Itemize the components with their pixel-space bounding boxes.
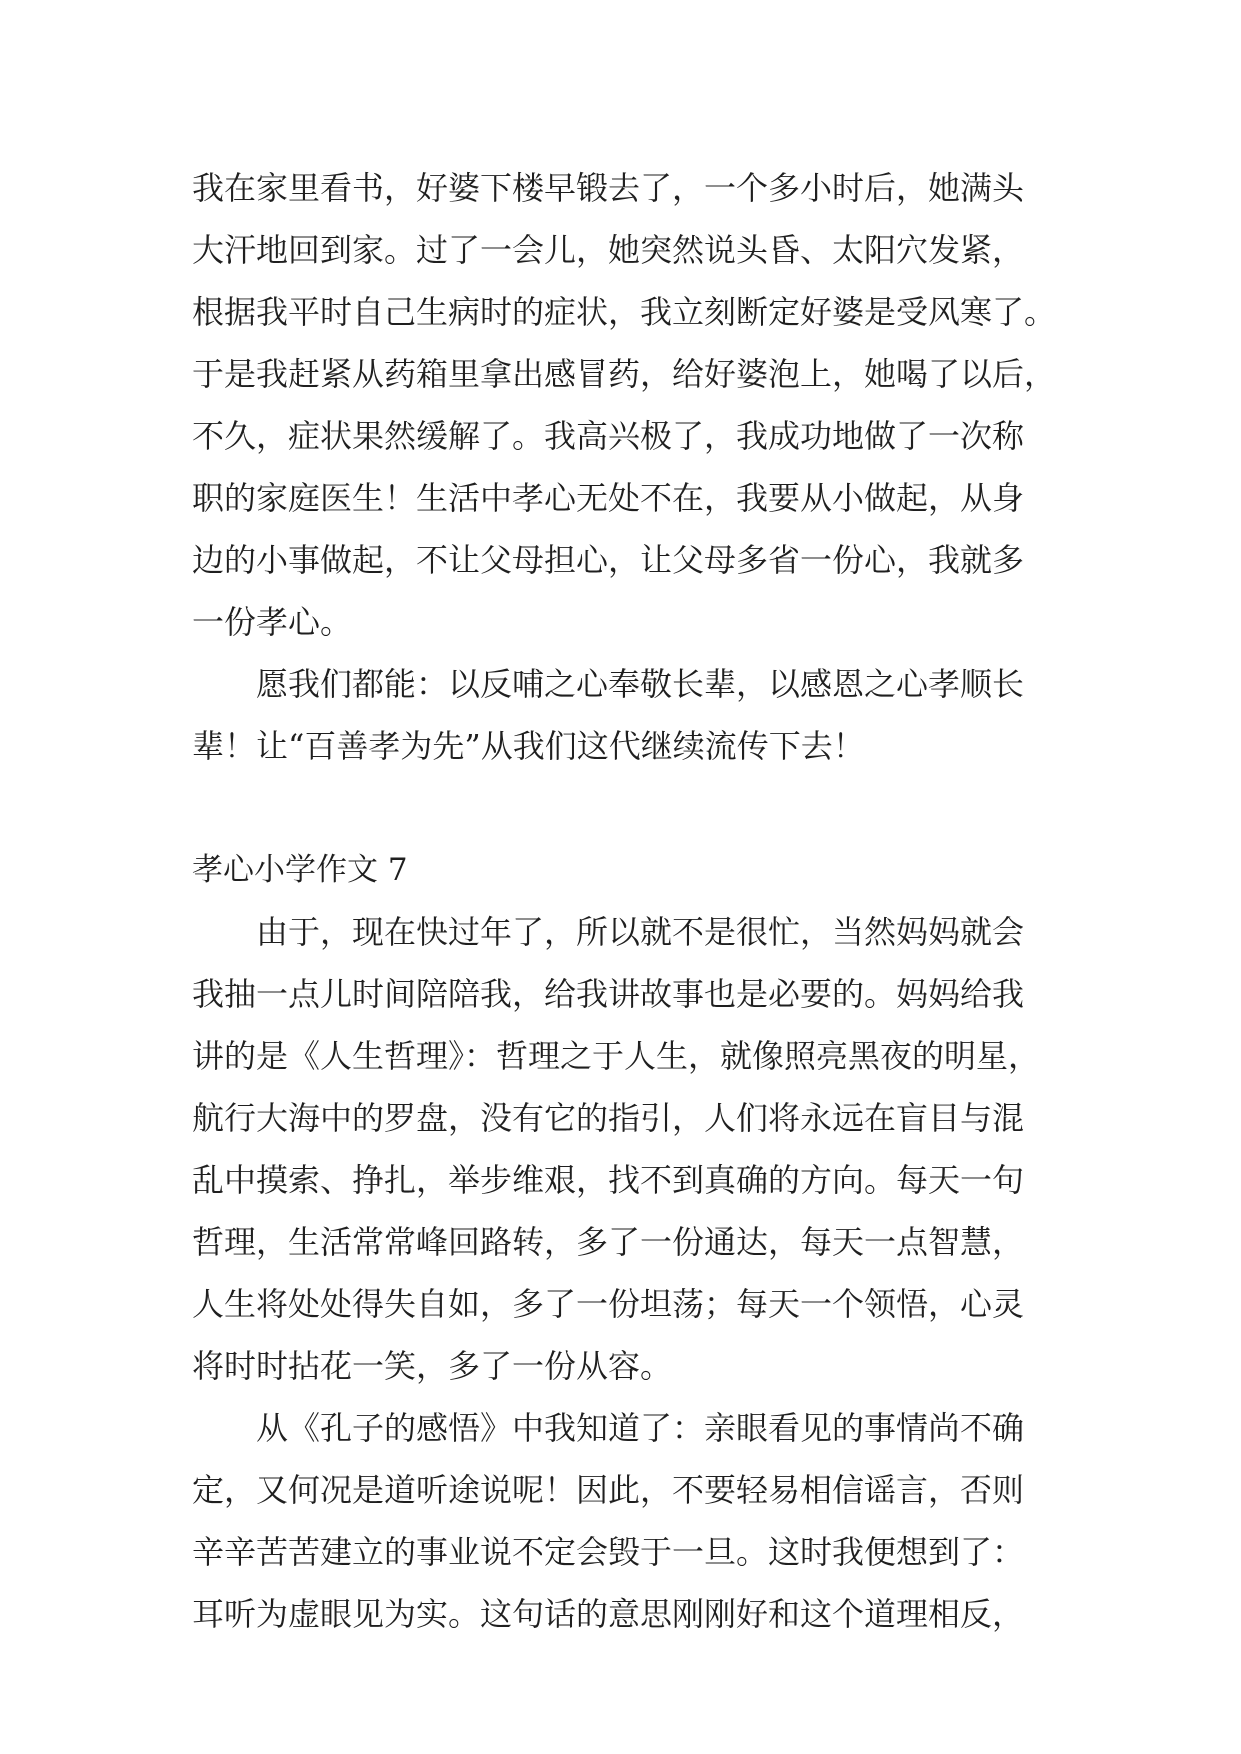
text-line: 辈！让“百善孝为先”从我们这代继续流传下去！ <box>192 727 865 765</box>
text-line: 从《孔子的感悟》中我知道了：亲眼看见的事情尚不确 <box>256 1409 1025 1447</box>
section-title: 孝心小学作文 7 <box>192 852 408 888</box>
text-line: 于是我赶紧从药箱里拿出感冒药，给好婆泡上，她喝了以后， <box>192 355 1057 393</box>
text-line: 一份孝心。 <box>192 603 353 641</box>
text-line: 定，又何况是道听途说呢！因此，不要轻易相信谣言，否则 <box>192 1471 1025 1509</box>
text-line: 我抽一点儿时间陪陪我，给我讲故事也是必要的。妈妈给我 <box>192 975 1025 1013</box>
text-line: 边的小事做起，不让父母担心，让父母多省一份心，我就多 <box>192 541 1025 579</box>
text-line: 不久，症状果然缓解了。我高兴极了，我成功地做了一次称 <box>192 417 1025 455</box>
text-line: 我在家里看书，好婆下楼早锻去了，一个多小时后，她满头 <box>192 169 1025 207</box>
text-line: 愿我们都能：以反哺之心奉敬长辈，以感恩之心孝顺长 <box>256 665 1025 703</box>
text-line: 哲理，生活常常峰回路转，多了一份通达，每天一点智慧， <box>192 1223 1025 1261</box>
text-line: 辛辛苦苦建立的事业说不定会毁于一旦。这时我便想到了： <box>192 1533 1025 1571</box>
text-line: 航行大海中的罗盘，没有它的指引，人们将永远在盲目与混 <box>192 1099 1025 1137</box>
text-line: 由于，现在快过年了，所以就不是很忙，当然妈妈就会 <box>256 913 1025 951</box>
text-line: 大汗地回到家。过了一会儿，她突然说头昏、太阳穴发紧， <box>192 231 1025 269</box>
text-line: 讲的是《人生哲理》：哲理之于人生，就像照亮黑夜的明星， <box>192 1037 1041 1075</box>
text-line: 耳听为虚眼见为实。这句话的意思刚刚好和这个道理相反， <box>192 1595 1025 1633</box>
text-line: 人生将处处得失自如，多了一份坦荡；每天一个领悟，心灵 <box>192 1285 1025 1323</box>
text-line: 将时时拈花一笑，多了一份从容。 <box>192 1347 673 1385</box>
text-line: 职的家庭医生！生活中孝心无处不在，我要从小做起，从身 <box>192 479 1025 517</box>
text-line: 乱中摸索、挣扎，举步维艰，找不到真确的方向。每天一句 <box>192 1161 1025 1199</box>
text-line: 根据我平时自己生病时的症状，我立刻断定好婆是受风寒了。 <box>192 293 1057 331</box>
